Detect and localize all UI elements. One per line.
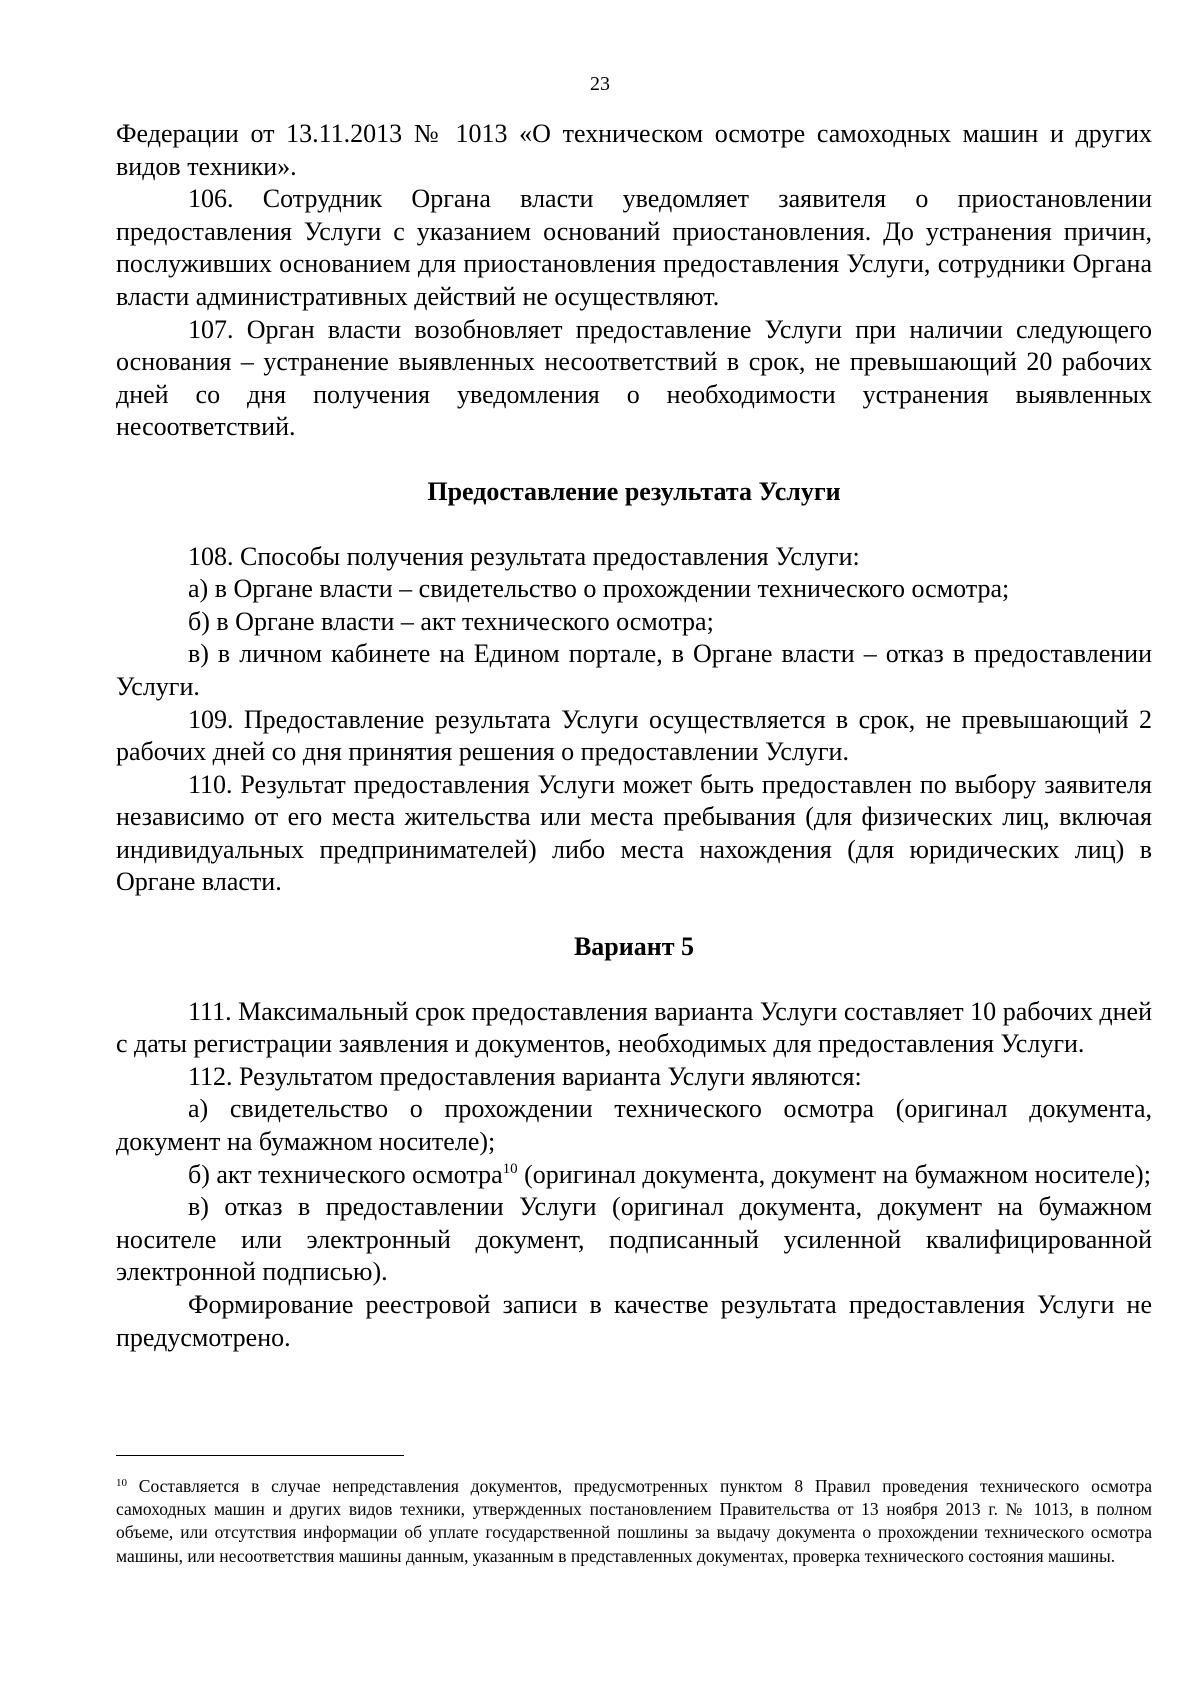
paragraph-106: 106. Сотрудник Органа власти уведомляет заявителя о приостановлении предоставления Услуги с указанием оснований приостановления. До устранения причин, послуживших основанием для приостановления предоставления Услуги, сотрудники Органа власти административных действий не осуществляют. bbox=[116, 184, 1152, 311]
paragraph-112-b-tail: (оригинал документа, документ на бумажном носителе); bbox=[517, 1159, 1151, 1189]
paragraph-108-b: б) в Органе власти – акт технического осмотра; bbox=[188, 606, 714, 636]
paragraph-108-v: в) в личном кабинете на Едином портале, в Органе власти – отказ в предоставлении Услуги. bbox=[116, 639, 1152, 701]
footnote-mark: 10 bbox=[116, 1477, 127, 1489]
section-heading-result: Предоставление результата Услуги bbox=[427, 476, 841, 506]
paragraph-112-v: в) отказ в предоставлении Услуги (оригинал документа, документ на бумажном носителе или электронный документ, подписанный усиленной квалифицированной электронной подписью). bbox=[116, 1192, 1152, 1287]
paragraph-110: 110. Результат предоставления Услуги может быть предоставлен по выбору заявителя независимо от его места жительства или места пребывания (для физических лиц, включая индивидуальных предпринимателей) либо места нахождения (для юридических лиц) в Органе власти. bbox=[116, 769, 1152, 897]
paragraph-112: 112. Результатом предоставления варианта Услуги являются: bbox=[188, 1061, 862, 1091]
paragraph-112-b-text: б) акт технического осмотра bbox=[188, 1159, 503, 1189]
paragraph-continuation: Федерации от 13.11.2013 № 1013 «О техническом осмотре самоходных машин и других видов техники». bbox=[116, 119, 1152, 181]
paragraph-112-b bbox=[116, 1159, 1152, 1192]
section-heading-variant-5: Вариант 5 bbox=[573, 932, 695, 962]
footnote-text: Составляется в случае непредставления документов, предусмотренных пунктом 8 Правил проведения технического осмотра самоходных машин и других видов техники, утвержденных постановлением Правительства от 13 ноября 2013 г. № 1013, в полном объеме, или отсутствия информации об уплате государственной пошлины за выдачу документа о прохождении технического осмотра машины, или несоответствия машины данным, указанным в представленных документах, проверка технического состояния машины. bbox=[116, 1476, 1152, 1566]
paragraph-107: 107. Орган власти возобновляет предоставление Услуги при наличии следующего основания – устранение выявленных несоответствий в срок, не превышающий 20 рабочих дней со дня получения уведомления о необходимости устранения выявленных несоответствий. bbox=[116, 314, 1152, 442]
paragraph-112-a: а) свидетельство о прохождении технического осмотра (оригинал документа, документ на бумажном носителе); bbox=[116, 1094, 1152, 1157]
footnote-separator bbox=[116, 1455, 404, 1456]
paragraph-108: 108. Способы получения результата предоставления Услуги: bbox=[188, 541, 860, 571]
paragraph-108-a: а) в Органе власти – свидетельство о прохождении технического осмотра; bbox=[188, 574, 1010, 604]
footnote-reference[interactable]: 10 bbox=[502, 1160, 518, 1177]
footnote-10 bbox=[116, 1475, 1152, 1568]
paragraph-registry-note: Формирование реестровой записи в качестве результата предоставления Услуги не предусмотрено. bbox=[116, 1290, 1152, 1352]
page-number: 23 bbox=[590, 73, 610, 95]
paragraph-111: 111. Максимальный срок предоставления варианта Услуги составляет 10 рабочих дней с даты регистрации заявления и документов, необходимых для предоставления Услуги. bbox=[116, 996, 1152, 1059]
document-body bbox=[116, 118, 1152, 1354]
paragraph-109: 109. Предоставление результата Услуги осуществляется в срок, не превышающий 2 рабочих дней со дня принятия решения о предоставлении Услуги. bbox=[116, 704, 1152, 767]
